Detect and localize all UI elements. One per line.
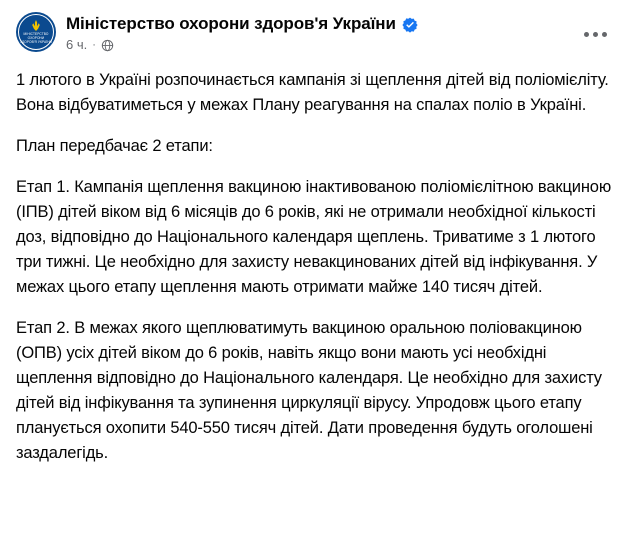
post-paragraph-4: Етап 2. В межах якого щеплюватимуть вакциною оральною поліовакциною (ОПВ) усіх дітей віком до 6 років, навіть якщо вони мають усі необхідні щеплення відповідно до Національного календаря. Це необхідно для захисту дітей від інфікування та зупинення циркуляції вірусу. Упродовж цього етапу планується охопити 540-550 тисяч дітей. Дати проведення будуть оголошені заздалегідь. <box>16 319 602 462</box>
more-options-icon[interactable] <box>577 16 613 52</box>
post-paragraph-2: План передбачає 2 етапи: <box>16 137 213 155</box>
dot-1 <box>584 32 589 37</box>
post-message <box>16 68 613 466</box>
page-title[interactable]: Міністерство охорони здоров'я України <box>66 14 396 33</box>
page-name-row <box>66 13 418 34</box>
post-timestamp[interactable]: 6 ч. <box>66 37 88 52</box>
avatar-inner-ring <box>18 14 54 50</box>
coat-of-arms-icon <box>32 20 41 31</box>
avatar[interactable] <box>16 12 56 52</box>
verified-badge-icon <box>402 17 418 33</box>
dot-2 <box>593 32 598 37</box>
post-paragraph-3: Етап 1. Кампанія щеплення вакциною інактивованою поліомієлітною вакциною (ІПВ) дітей віком від 6 місяців до 6 років, які не отримали необхідної кількості доз, відповідно до Національного календаря щеплень. Триватиме з 1 лютого три тижні. Це необхідно для захисту невакцинованих дітей від інфікування. У межах цього етапу щеплення мають отримати майже 140 тисяч дітей. <box>16 178 612 296</box>
globe-icon[interactable] <box>101 39 114 52</box>
avatar-label: МІНІСТЕРСТВО ОХОРОНИ ЗДОРОВ'Я УКРАЇНИ <box>19 32 53 44</box>
meta-separator: · <box>92 38 96 51</box>
post-meta <box>66 37 418 53</box>
dot-3 <box>602 32 607 37</box>
header-text-block <box>66 12 418 53</box>
post-paragraph-1: 1 лютого в Україні розпочинається кампанія зі щеплення дітей від поліомієліту. Вона відбуватиметься у межах Плану реагування на спалах поліо в Україні. <box>16 71 609 114</box>
post-header <box>16 12 613 56</box>
